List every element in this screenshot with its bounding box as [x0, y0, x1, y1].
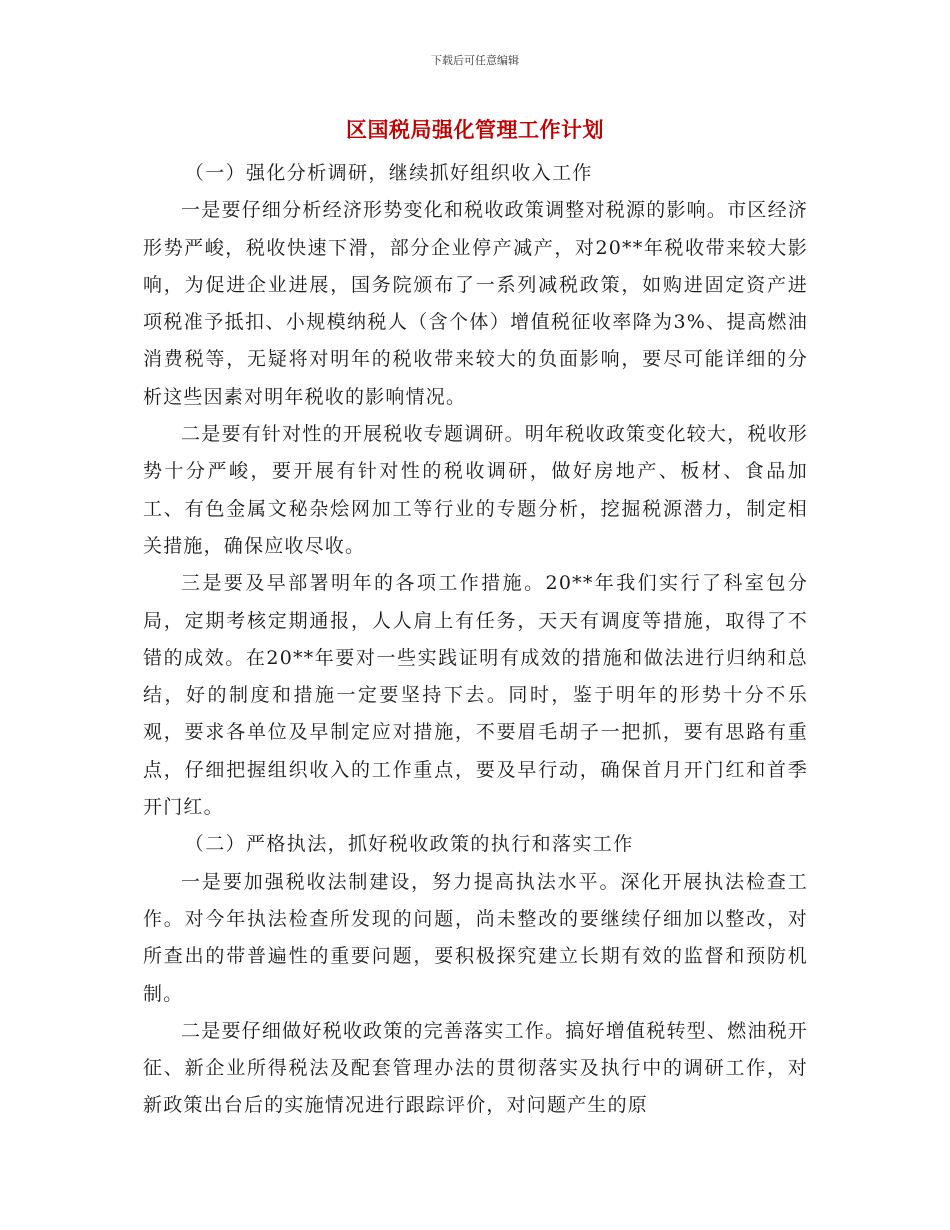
section-heading-2: （二）严格执法，抓好税收政策的执行和落实工作 [184, 833, 634, 856]
document-title: 区国税局强化管理工作计划 [346, 118, 604, 142]
body-paragraph: 三是要及早部署明年的各项工作措施。20**年我们实行了科室包分局，定期考核定期通报，人人肩上有任务，天天有调度等措施，取得了不错的成效。在20**年要对一些实践证明有成效的措施和做法进行归纳和总结，好的制度和措施一定要坚持下去。同时，鉴于明年的形势十分不乐观，要求各单位及早制定应对措施，不要眉毛胡子一把抓，要有思路有重点，仔细把握组织收入的工作重点，要及早行动，确保首月开门红和首季开门红。 [143, 572, 808, 819]
document-body [143, 155, 808, 1125]
body-paragraph: 二是要仔细做好税收政策的完善落实工作。搞好增值税转型、燃油税开征、新企业所得税法及配套管理办法的贯彻落实及执行中的调研工作，对新政策出台后的实施情况进行跟踪评价，对问题产生的原 [143, 1019, 808, 1117]
page-header-note: 下载后可任意编辑 [431, 54, 519, 67]
section-heading-1: （一）强化分析调研，继续抓好组织收入工作 [184, 162, 593, 184]
body-paragraph: 一是要仔细分析经济形势变化和税收政策调整对税源的影响。市区经济形势严峻，税收快速下滑，部分企业停产减产，对20**年税收带来较大影响，为促进企业进展，国务院颁布了一系列减税政策，如购进固定资产进项税准予抵扣、小规模纳税人（含个体）增值税征收率降为3%、提高燃油消费税等，无疑将对明年的税收带来较大的负面影响，要尽可能详细的分析这些因素对明年税收的影响情况。 [143, 199, 808, 408]
body-paragraph: 二是要有针对性的开展税收专题调研。明年税收政策变化较大，税收形势十分严峻，要开展有针对性的税收调研，做好房地产、板材、食品加工、有色金属文秘杂烩网加工等行业的专题分析，挖掘税源潜力，制定相关措施，确保应收尽收。 [143, 423, 808, 557]
body-paragraph: 一是要加强税收法制建设，努力提高执法水平。深化开展执法检查工作。对今年执法检查所发现的问题，尚未整改的要继续仔细加以整改，对所查出的带普遍性的重要问题，要积极探究建立长期有效的监督和预防机制。 [143, 870, 808, 1005]
